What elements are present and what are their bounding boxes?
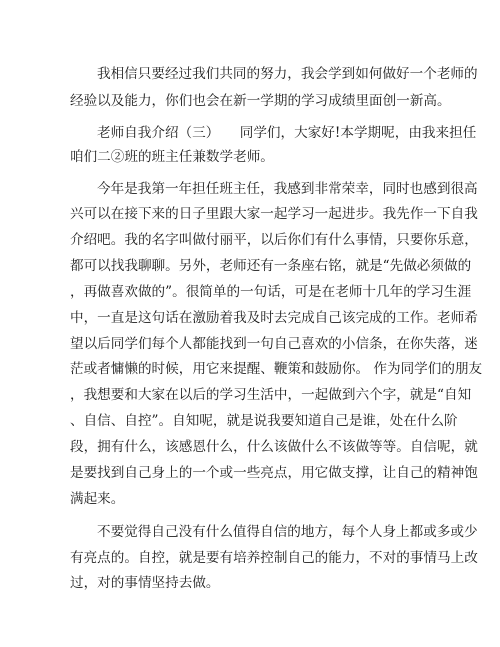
text-line: 茫或者慵懒的时候，用它来提醒、鞭策和鼓励你。 作为同学们的朋友 xyxy=(70,361,483,377)
text-line: 望以后同学们每个人都能找到一句自己喜欢的小信条，在你失落，迷 xyxy=(70,336,478,352)
text-line: 段，拥有什么，该感恩什么，什么该做什么不该做等等。自信呢，就 xyxy=(70,439,478,455)
text-line: 都可以找我聊聊。另外，老师还有一条座右铭，就是“先做必须做的 xyxy=(70,258,472,274)
text-line: 是要找到自己身上的一个或一些亮点，用它做支撑，让自己的精神饱 xyxy=(70,465,478,481)
text-line: 满起来。 xyxy=(70,491,125,507)
text-line: 经验以及能力，你们也会在新一学期的学习成绩里面创一新高。 xyxy=(70,93,451,109)
text-line: 不要觉得自己没有什么值得自信的地方，每个人身上都或多或少 xyxy=(97,524,478,540)
text-line: 中，一直是这句话在激励着我及时去完成自己该完成的工作。老师希 xyxy=(70,310,478,326)
text-line: 咱们二②班的班主任兼数学老师。 xyxy=(70,149,274,165)
text-line: 介绍吧。我的名字叫做付丽平，以后你们有什么事情，只要你乐意， xyxy=(70,232,478,248)
text-line: 我相信只要经过我们共同的努力，我会学到如何做好一个老师的 xyxy=(97,66,478,82)
text-line: 有亮点的。自控，就是要有培养控制自己的能力，不对的事情马上改 xyxy=(70,550,478,566)
text-line: 兴可以在接下来的日子里跟大家一起学习一起进步。我先作一下自我 xyxy=(70,206,478,222)
text-line: 老师自我介绍（三） 同学们，大家好!本学期呢，由我来担任 xyxy=(97,125,477,141)
text-line: 、自信、自控”。自知呢，就是说我要知道自己是谁，处在什么阶 xyxy=(70,413,458,429)
text-line: ，再做喜欢做的”。很简单的一句话，可是在老师十几年的学习生涯 xyxy=(70,284,472,300)
text-line: 过，对的事情坚持去做。 xyxy=(70,575,220,591)
text-line: ，我想要和大家在以后的学习生活中，一起做到六个字，就是“自知 xyxy=(70,387,472,403)
text-line: 今年是我第一年担任班主任，我感到非常荣幸，同时也感到很高 xyxy=(97,181,478,197)
